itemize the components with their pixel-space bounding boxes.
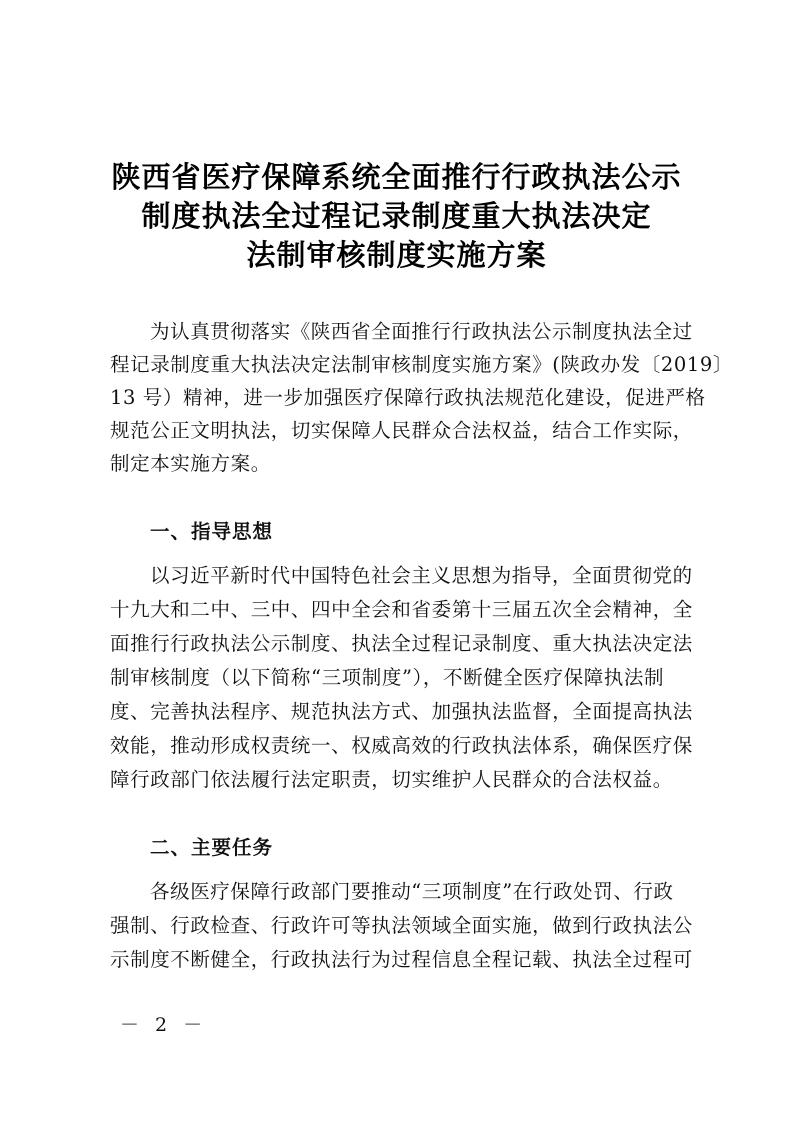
section-heading-1: 一、指导思想	[150, 520, 274, 543]
section1-line-3: 面推行行政执法公示制度、执法全过程记录制度、重大执法决定法	[110, 632, 693, 655]
section1-line-7: 障行政部门依法履行法定职责，切实维护人民群众的合法权益。	[110, 768, 673, 791]
section1-line-5: 度、完善执法程序、规范执法方式、加强执法监督，全面提高执法	[110, 700, 693, 723]
intro-line-5: 制定本实施方案。	[110, 452, 271, 475]
section-heading-2: 二、主要任务	[150, 836, 274, 859]
section2-line-3: 示制度不断健全，行政执法行为过程信息全程记载、执法全过程可	[110, 948, 693, 971]
document-title-line-2: 制度执法全过程记录制度重大执法决定	[141, 199, 652, 233]
intro-line-3: 13 号）精神，进一步加强医疗保障行政执法规范化建设，促进严格	[110, 386, 706, 409]
section1-line-2: 十九大和二中、三中、四中全会和省委第十三届五次全会精神，全	[110, 598, 693, 621]
section1-line-1: 以习近平新时代中国特色社会主义思想为指导，全面贯彻党的	[150, 564, 693, 587]
intro-line-1: 为认真贯彻落实《陕西省全面推行行政执法公示制度执法全过	[150, 320, 693, 343]
page-number: － 2 －	[120, 1014, 208, 1036]
document-title-line-1: 陕西省医疗保障系统全面推行行政执法公示	[111, 160, 682, 194]
section1-line-4: 制审核制度（以下简称“三项制度”），不断健全医疗保障执法制	[110, 666, 665, 689]
intro-line-4: 规范公正文明执法，切实保障人民群众合法权益，结合工作实际，	[110, 419, 693, 442]
intro-line-2: 程记录制度重大执法决定法制审核制度实施方案》(陕政办发〔2019〕	[110, 353, 734, 376]
section1-line-6: 效能，推动形成权责统一、权威高效的行政执法体系，确保医疗保	[110, 734, 693, 757]
document-title-line-3: 法制审核制度实施方案	[246, 238, 547, 272]
section2-line-2: 强制、行政检查、行政许可等执法领域全面实施，做到行政执法公	[110, 914, 693, 937]
section2-line-1: 各级医疗保障行政部门要推动“三项制度”在行政处罚、行政	[150, 880, 674, 903]
